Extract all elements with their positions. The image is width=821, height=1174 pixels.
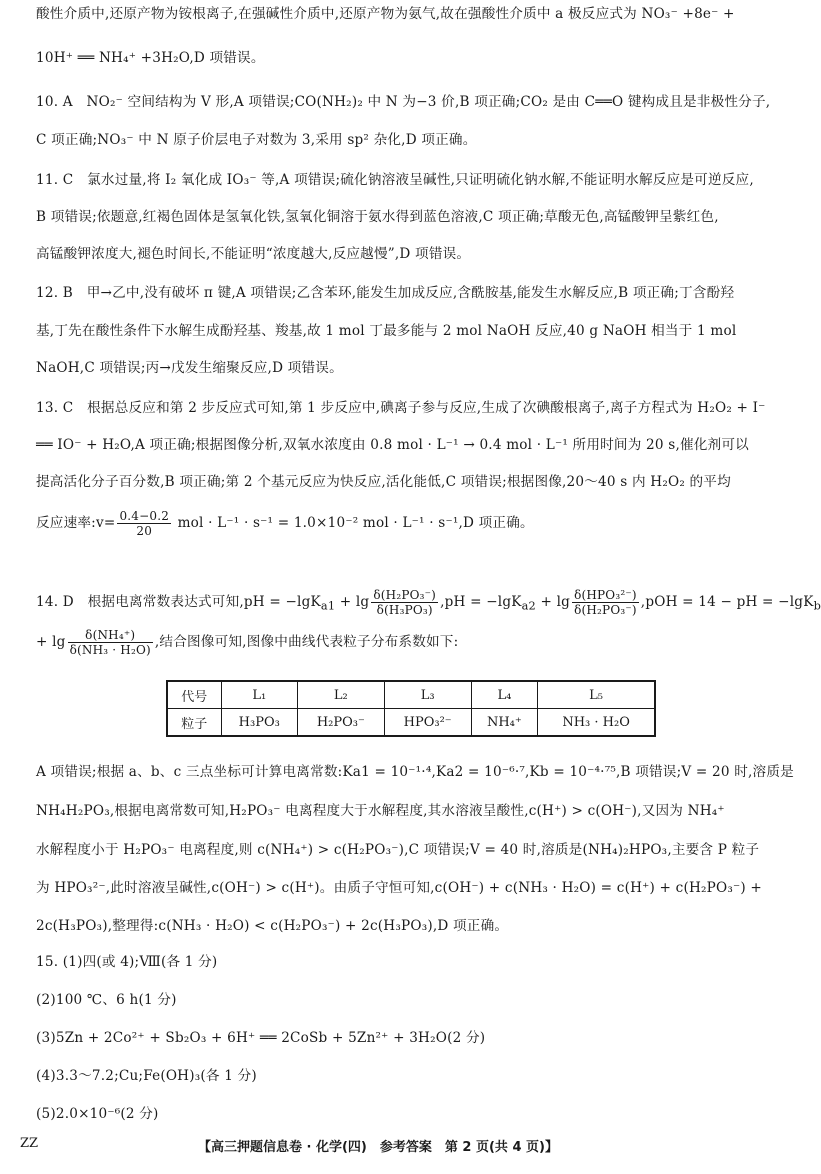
text-line: 15. (1)四(或 4);Ⅷ(各 1 分) (36, 954, 218, 970)
fraction-numerator: δ(NH₄⁺) (68, 628, 153, 643)
fraction-denominator: 20 (136, 524, 153, 538)
fraction-denominator: δ(H₃PO₃) (376, 603, 433, 617)
text-line: C 项正确;NO₃⁻ 中 N 原子价层电子对数为 3,采用 sp² 杂化,D 项正确。 (36, 132, 477, 148)
text-line: 2c(H₃PO₃),整理得:c(NH₃ · H₂O) < c(H₂PO₃⁻) + 2c(H₃PO₃),D 项正确。 (36, 918, 509, 934)
text-line: (2)100 ℃、6 h(1 分) (36, 992, 177, 1008)
text-line: NH₄H₂PO₃,根据电离常数可知,H₂PO₃⁻ 电离程度大于水解程度,其水溶液呈酸性,c(H⁺) > c(OH⁻),又因为 NH₄⁺ (36, 803, 725, 819)
rate-fraction (117, 509, 171, 538)
table-cell: L₃ (384, 681, 471, 709)
table-cell: H₂PO₃⁻ (297, 709, 384, 737)
page-footer (20, 1136, 780, 1156)
fraction-denominator: δ(NH₃ · H₂O) (69, 643, 151, 657)
fraction-hpo3-over-h2po3 (572, 588, 639, 617)
fraction-numerator: 0.4−0.2 (119, 509, 170, 523)
table-cell: NH₃ · H₂O (538, 709, 655, 737)
table-row-header: 代号 (167, 681, 221, 709)
table-cell: NH₄⁺ (471, 709, 538, 737)
q14-text: ,结合图像可知,图像中曲线代表粒子分布系数如下: (154, 634, 459, 650)
table-cell: HPO₃²⁻ (384, 709, 471, 737)
fraction-nh4-over-nh3h2o (68, 628, 153, 657)
text-line: 高锰酸钾浓度大,褪色时间长,不能证明“浓度越大,反应越慢”,D 项错误。 (36, 246, 471, 262)
text-line: 基,丁先在酸性条件下水解生成酚羟基、羧基,故 1 mol 丁最多能与 2 mol NaOH 反应,40 g NaOH 相当于 1 mol (36, 323, 737, 339)
rate-prefix: 反应速率:v= (36, 515, 116, 531)
table-row (167, 709, 655, 737)
table-row (167, 681, 655, 709)
q14-sub: a1 (320, 598, 336, 613)
q14-text: ,pH = −lgK (440, 594, 522, 610)
text-line: 13. C 根据总反应和第 2 步反应式可知,第 1 步反应中,碘离子参与反应,生成了次碘酸根离子,离子方程式为 H₂O₂ + I⁻ (36, 400, 766, 416)
text-line: 酸性介质中,还原产物为铵根离子,在强碱性介质中,还原产物为氨气,故在强酸性介质中 a 极反应式为 NO₃⁻ +8e⁻ + (36, 6, 735, 22)
text-line: 10. A NO₂⁻ 空间结构为 V 形,A 项错误;CO(NH₂)₂ 中 N 为−3 价,B 项正确;CO₂ 是由 C══O 键构成且是非极性分子, (36, 94, 771, 110)
text-line: A 项错误;根据 a、b、c 三点坐标可计算电离常数:Ka1 = 10⁻¹·⁴,Ka2 = 10⁻⁶·⁷,Kb = 10⁻⁴·⁷⁵,B 项错误;V = 20 时,溶质是 (36, 764, 794, 780)
fraction-denominator: δ(H₂PO₃⁻) (574, 603, 637, 617)
q14-sub: b (813, 598, 821, 613)
text-line: 为 HPO₃²⁻,此时溶液呈碱性,c(OH⁻) > c(H⁺)。由质子守恒可知,c(OH⁻) + c(NH₃ · H₂O) = c(H⁺) + c(H₂PO₃⁻) + (36, 880, 763, 896)
fraction-h2po3-over-h3po3 (371, 588, 438, 617)
text-line: 10H⁺ ══ NH₄⁺ +3H₂O,D 项错误。 (36, 50, 265, 66)
q14-sub: a2 (521, 598, 536, 613)
text-line: 11. C 氯水过量,将 I₂ 氧化成 IO₃⁻ 等,A 项错误;硫化钠溶液呈碱性,只证明硫化钠水解,不能证明水解反应是可逆反应, (36, 172, 754, 188)
text-line: ══ IO⁻ + H₂O,A 项正确;根据图像分析,双氧水浓度由 0.8 mol · L⁻¹ → 0.4 mol · L⁻¹ 所用时间为 20 s,催化剂可以 (36, 437, 749, 453)
footer-title: 【高三押题信息卷 · 化学(四) 参考答案 第 2 页(共 4 页)】 (198, 1140, 558, 1155)
text-line: (5)2.0×10⁻⁶(2 分) (36, 1106, 159, 1122)
text-line: (4)3.3～7.2;Cu;Fe(OH)₃(各 1 分) (36, 1068, 257, 1084)
text-line: 12. B 甲→乙中,没有破坏 π 键,A 项错误;乙含苯环,能发生加成反应,含酰胺基,能发生水解反应,B 项正确;丁含酚羟 (36, 285, 735, 301)
fraction-numerator: δ(HPO₃²⁻) (574, 588, 637, 602)
particle-table (166, 680, 656, 737)
table-cell: H₃PO₃ (221, 709, 297, 737)
fraction-numerator: δ(H₂PO₃⁻) (373, 588, 437, 602)
q14-line-2 (36, 626, 774, 658)
text-line: (3)5Zn + 2Co²⁺ + Sb₂O₃ + 6H⁺ ══ 2CoSb + 5Zn²⁺ + 3H₂O(2 分) (36, 1030, 486, 1046)
q14-text: + lg (36, 634, 66, 650)
q14-text: + lg (535, 594, 571, 610)
q13-rate-line (36, 508, 774, 538)
text-line: NaOH,C 项错误;丙→戊发生缩聚反应,D 项错误。 (36, 360, 343, 376)
table-cell: L₁ (221, 681, 297, 709)
q14-line-1 (36, 586, 821, 622)
table-cell: L₄ (471, 681, 538, 709)
text-line: B 项错误;依题意,红褐色固体是氢氧化铁,氢氧化铜溶于氨水得到蓝色溶液,C 项正确;草酸无色,高锰酸钾呈紫红色, (36, 209, 719, 225)
text-line: 水解程度小于 H₂PO₃⁻ 电离程度,则 c(NH₄⁺) > c(H₂PO₃⁻),C 项错误;V = 40 时,溶质是(NH₄)₂HPO₃,主要含 P 粒子 (36, 842, 760, 858)
rate-suffix: mol · L⁻¹ · s⁻¹ = 1.0×10⁻² mol · L⁻¹ · s⁻¹,D 项正确。 (173, 515, 534, 531)
footer-code: ZZ (20, 1136, 39, 1151)
q14-text: ,pOH = 14 − pH = −lgK (640, 594, 814, 610)
text-line: 提高活化分子百分数,B 项正确;第 2 个基元反应为快反应,活化能低,C 项错误;根据图像,20～40 s 内 H₂O₂ 的平均 (36, 474, 731, 490)
table-row-header: 粒子 (167, 709, 221, 737)
table-cell: L₅ (538, 681, 655, 709)
q14-text: + lg (335, 594, 370, 610)
table-cell: L₂ (297, 681, 384, 709)
q14-text: 14. D 根据电离常数表达式可知,pH = −lgK (36, 594, 321, 610)
